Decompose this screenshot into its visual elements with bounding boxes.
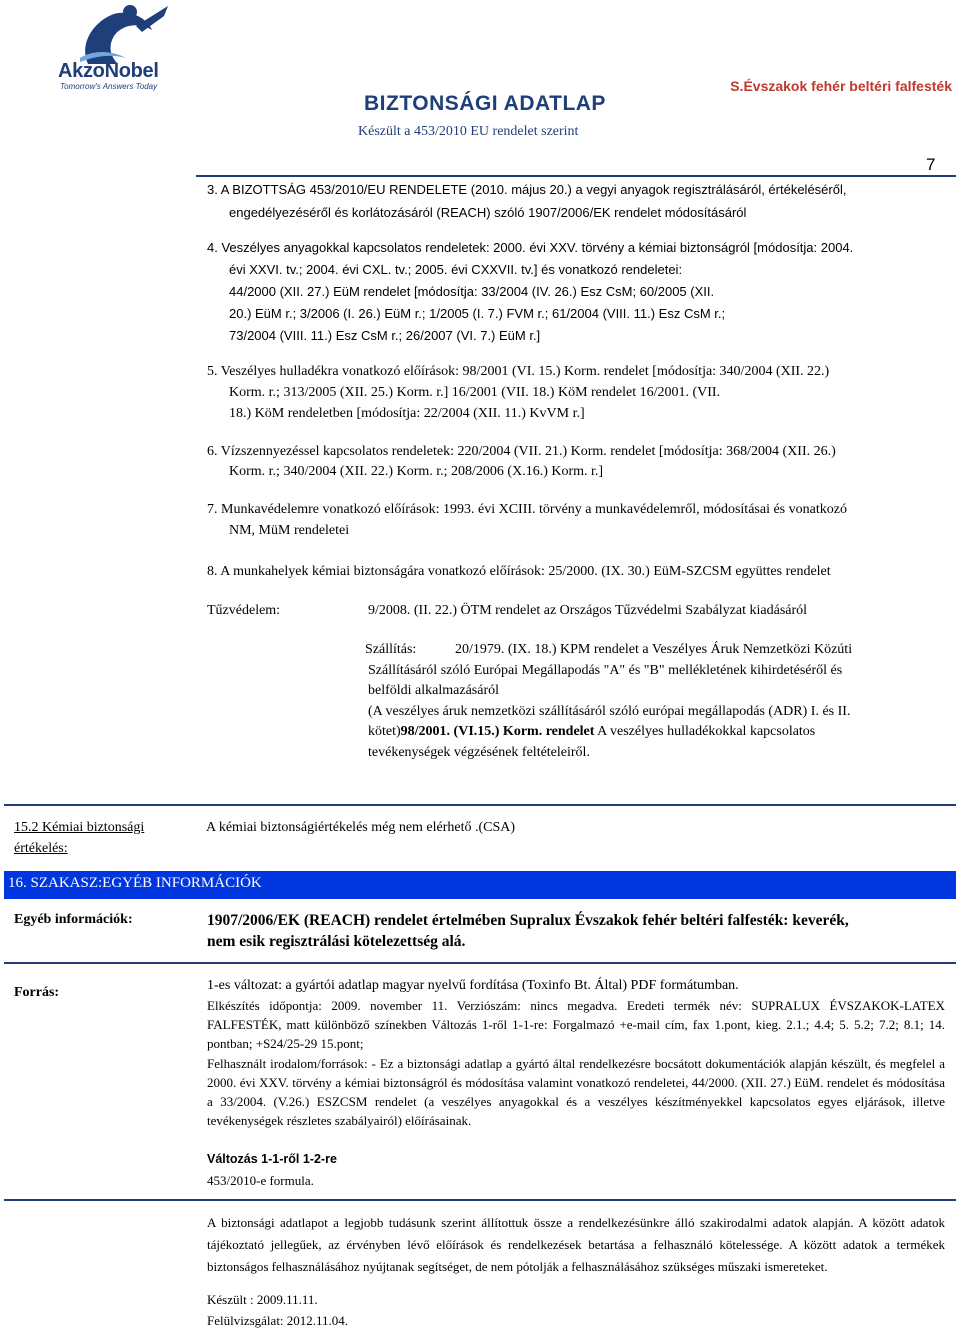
prepared-date: Készült : 2009.11.11. [207, 1292, 318, 1307]
change-title: Változás 1-1-ről 1-2-re [207, 1152, 337, 1166]
source-divider [4, 1199, 956, 1201]
regulation-item-4-line-4: 20.) EüM r.; 3/2006 (I. 26.) EüM r.; 1/2005 (I. 7.) FVM r.; 61/2004 (VIII. 11.) Esz CsM r.; [229, 306, 726, 321]
transport-line-5-end: A veszélyes hulladékokkal kapcsolatos [594, 724, 816, 739]
transport-line-4: (A veszélyes áruk nemzetközi szállításáról szóló európai megállapodás (ADR) I. és II. [368, 704, 851, 719]
regulation-item-3-line-1: 3. A BIZOTTSÁG 453/2010/EU RENDELETE (2010. május 20.) a vegyi anyagok regisztrálásáról, értékeléséről, [207, 182, 847, 197]
regulation-item-6-line-1: 6. Vízszennyezéssel kapcsolatos rendeletek: 220/2004 (VII. 21.) Korm. rendelet [módosítja: 368/2004 (XII. 26.) [207, 444, 836, 459]
regulation-item-5-line-1: 5. Veszélyes hulladékra vonatkozó előírások: 98/2001 (VI. 15.) Korm. rendelet [módosítja: 340/2004 (XII. 22.) [207, 364, 830, 379]
transport-line-5 [368, 722, 815, 742]
section-15-2-label-line-1: 15.2 Kémiai biztonsági [14, 820, 145, 835]
source-paragraph-1: 1-es változat: a gyártói adatlap magyar nyelvű fordítása (Toxinfo Bt. Által) PDF formátumban. [207, 978, 739, 993]
fire-protection-label: Tűzvédelem: [207, 603, 281, 618]
change-text: 453/2010-e formula. [207, 1173, 314, 1188]
source-label: Forrás: [14, 985, 60, 1000]
regulation-item-5-line-3: 18.) KöM rendeletben [módosítja: 22/2004 (XII. 11.) KvVM r.] [229, 406, 585, 421]
other-info-divider [4, 962, 956, 964]
regulation-item-4-line-5: 73/2004 (VIII. 11.) Esz CsM r.; 26/2007 (VI. 7.) EüM r.] [229, 328, 541, 343]
transport-line-6: tevékenységek végzésének feltételeiről. [368, 745, 590, 760]
page-number: 7 [926, 155, 936, 174]
closing-paragraph: A biztonsági adatlapot a legjobb tudásunk szerint állítottuk össze a rendelkezésünkre álló szakirodalmi adatok alapján. A között adatok tájékoztató jellegűek, az érvényben lévő előírások és rendelkezések betartása a felhasználó kötelessége. A között adatok a termékek biztonságos felhasználásához nyújtanak segítséget, de nem pótolják a felhasználásához szükséges műszaki ismereteket. [207, 1215, 945, 1274]
regulation-item-4-line-2: évi XXVI. tv.; 2004. évi CXL. tv.; 2005. évi CXXVII. tv.] és vonatkozó rendeletei: [229, 262, 683, 277]
transport-line-3: belföldi alkalmazásáról [368, 683, 499, 698]
document-title: BIZTONSÁGI ADATLAP [364, 92, 606, 115]
other-info-line-1: 1907/2006/EK (REACH) rendelet értelmében Supralux Évszakok fehér beltéri falfesték: keverék, [207, 912, 849, 929]
transport-line-2: Szállításáról szóló Európai Megállapodás "A" és "B" mellékletének kihirdetéséről és [368, 663, 843, 678]
regulation-item-5-line-2: Korm. r.; 313/2005 (XII. 25.) Korm. r.] 16/2001 (VII. 18.) KöM rendelet 16/2001. (VII. [229, 385, 721, 400]
product-name: S.Évszakok fehér beltéri falfesték [730, 78, 952, 94]
document-subtitle: Készült a 453/2010 EU rendelet szerint [358, 124, 579, 139]
transport-line-5-start: kötet) [368, 724, 401, 739]
section-15-2-text: A kémiai biztonságiértékelés még nem elérhető .(CSA) [206, 820, 516, 835]
section-15-2-label-line-2: értékelés: [14, 841, 68, 856]
regulation-item-7-line-1: 7. Munkavédelemre vonatkozó előírások: 1993. évi XCIII. törvény a munkavédelemről, módosításai és vonatkozó [207, 502, 847, 517]
other-info-label: Egyéb információk: [14, 912, 133, 927]
regulation-item-6-line-2: Korm. r.; 340/2004 (XII. 22.) Korm. r.; 208/2006 (X.16.) Korm. r.] [229, 464, 604, 479]
brand-tagline: Tomorrow's Answers Today [60, 82, 158, 91]
brand-name: AkzoNobel [58, 60, 159, 82]
section-16-title: 16. SZAKASZ:EGYÉB INFORMÁCIÓK [8, 875, 262, 891]
transport-line-1: 20/1979. (IX. 18.) KPM rendelet a Veszélyes Áruk Nemzetközi Közúti [455, 642, 853, 657]
section-16-header [4, 871, 956, 899]
fire-protection-text: 9/2008. (II. 22.) ÖTM rendelet az Országos Tűzvédelmi Szabályzat kiadásáról [368, 603, 808, 618]
regulation-item-7-line-2: NM, MüM rendeletei [229, 523, 350, 538]
regulation-item-8: 8. A munkahelyek kémiai biztonságára vonatkozó előírások: 25/2000. (IX. 30.) EüM-SZCSM együttes rendelet [207, 564, 831, 579]
source-paragraph-3: Felhasznált irodalom/források: - Ez a biztonsági adatlap a gyártó által rendelkezésre bocsátott dokumentációk alapján készült, és megfelel a 2000. évi XXV. törvény a kémiai biztonságról és módosítása valamint vonatkozó rendeletei, 44/2000. (XII. 27.) EüM. rendelet és módosítása a 33/2004. (V.26.) ESZCSM rendelet (a veszélyes anyagokkal és a veszélyes készítményekkel kapcsolatos egyes eljárások, illetve tevékenységek részletes szabályairól) előírásainak. [207, 1056, 945, 1128]
source-paragraph-2: Elkészítés időpontja: 2009. november 11. Verziószám: nincs megadva. Eredeti termék név: SUPRALUX ÉVSZAKOK-LATEX FALFESTÉK, matt különböző színekben Változás 1-ről 1-1-re: Forgalmazó +e-mail cím, fax 1.pont, kieg. 2.1.; 4.4; 5. 5.2; 7.2; 8.1; 14. pontban; +S24/25-29 15.pont; [207, 998, 945, 1051]
regulation-item-4-line-3: 44/2000 (XII. 27.) EüM rendelet [módosítja: 33/2004 (IV. 26.) Esz CsM; 60/2005 (XII. [229, 284, 715, 299]
transport-label: Szállítás: [365, 642, 417, 657]
transport-line-5-bold: 98/2001. (VI.15.) Korm. rendelet [400, 724, 595, 739]
revision-date: Felülvizsgálat: 2012.11.04. [207, 1313, 349, 1328]
section-15-2-top-rule [4, 804, 956, 806]
header-divider [196, 175, 956, 177]
akzonobel-logo [18, 2, 186, 94]
regulation-item-4-line-1: 4. Veszélyes anyagokkal kapcsolatos rendeletek: 2000. évi XXV. törvény a kémiai biztonságról [módosítja: 2004. [207, 240, 854, 255]
other-info-line-2: nem esik regisztrálási kötelezettség alá. [207, 933, 466, 950]
regulation-item-3-line-2: engedélyezéséről és korlátozásáról (REACH) szóló 1907/2006/EK rendelet módosításáról [229, 205, 747, 220]
